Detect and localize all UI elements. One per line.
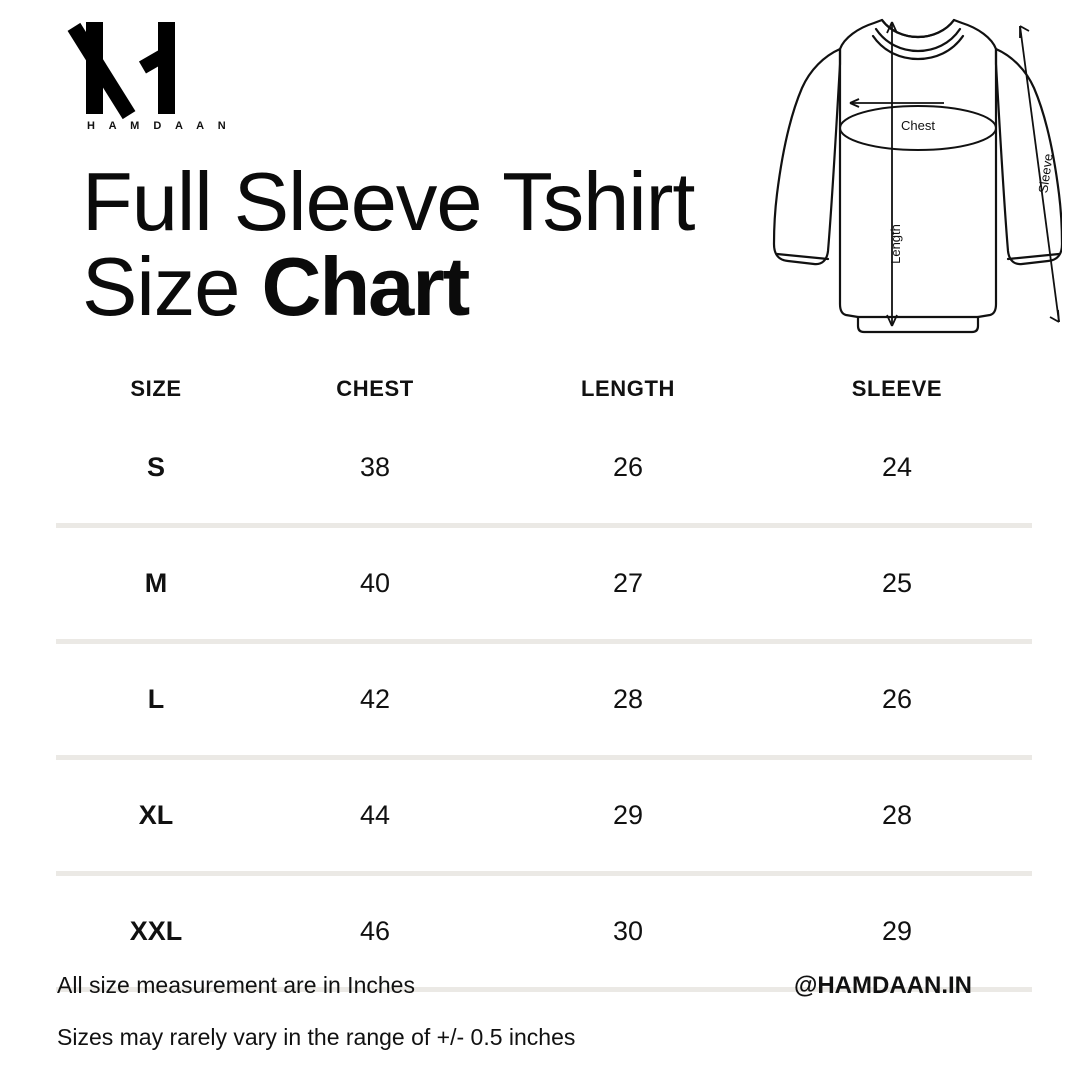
cell-size: XL	[138, 800, 174, 830]
brand-wordmark: H A M D A A N	[87, 120, 232, 132]
column-header-chest: CHEST	[336, 376, 414, 401]
footer-note-tolerance: Sizes may rarely vary in the range of +/- 0.5 inches	[57, 1024, 576, 1050]
cell-length: 27	[612, 568, 644, 598]
table-row	[56, 412, 1032, 523]
page-title-line-2-bold: Chart	[261, 239, 469, 333]
cell-chest: 40	[359, 568, 391, 598]
logo-stroke-right	[158, 22, 175, 114]
table-header-row	[56, 366, 1032, 412]
full-sleeve-tshirt-diagram	[732, 4, 1062, 349]
cell-sleeve: 25	[881, 568, 913, 598]
table-row	[56, 644, 1032, 755]
page-title-line-2-light: Size	[82, 239, 262, 333]
page-title	[82, 155, 802, 333]
size-chart-table	[56, 366, 1032, 992]
column-header-sleeve: SLEEVE	[851, 376, 943, 401]
cell-length: 26	[612, 452, 644, 482]
cell-length: 30	[612, 916, 644, 946]
length-label: Length	[888, 224, 903, 264]
column-header-length: LENGTH	[580, 376, 676, 401]
table-row	[56, 760, 1032, 871]
table-row	[56, 876, 1032, 987]
footer-note-measurement-unit: All size measurement are in Inches	[57, 972, 415, 998]
cell-sleeve: 26	[881, 684, 913, 714]
cell-sleeve: 29	[881, 916, 913, 946]
brand-logo	[84, 22, 284, 147]
cell-length: 29	[612, 800, 644, 830]
cell-chest: 42	[359, 684, 391, 714]
cell-size: S	[146, 452, 165, 482]
cell-chest: 44	[359, 800, 391, 830]
cell-length: 28	[612, 684, 644, 714]
page-title-line-1: Full Sleeve Tshirt	[82, 155, 695, 248]
cell-sleeve: 24	[881, 452, 913, 482]
cell-chest: 38	[359, 452, 391, 482]
sleeve-label: Sleeve	[1035, 152, 1056, 195]
chest-label: Chest	[901, 118, 935, 133]
hamdaan-monogram-icon	[86, 22, 182, 114]
cell-chest: 46	[359, 916, 391, 946]
column-header-size: SIZE	[130, 376, 182, 401]
social-handle: @HAMDAAN.IN	[793, 972, 972, 999]
cell-sleeve: 28	[881, 800, 913, 830]
cell-size: XXL	[129, 916, 183, 946]
table-row	[56, 528, 1032, 639]
cell-size: L	[147, 684, 165, 714]
cell-size: M	[144, 568, 168, 598]
